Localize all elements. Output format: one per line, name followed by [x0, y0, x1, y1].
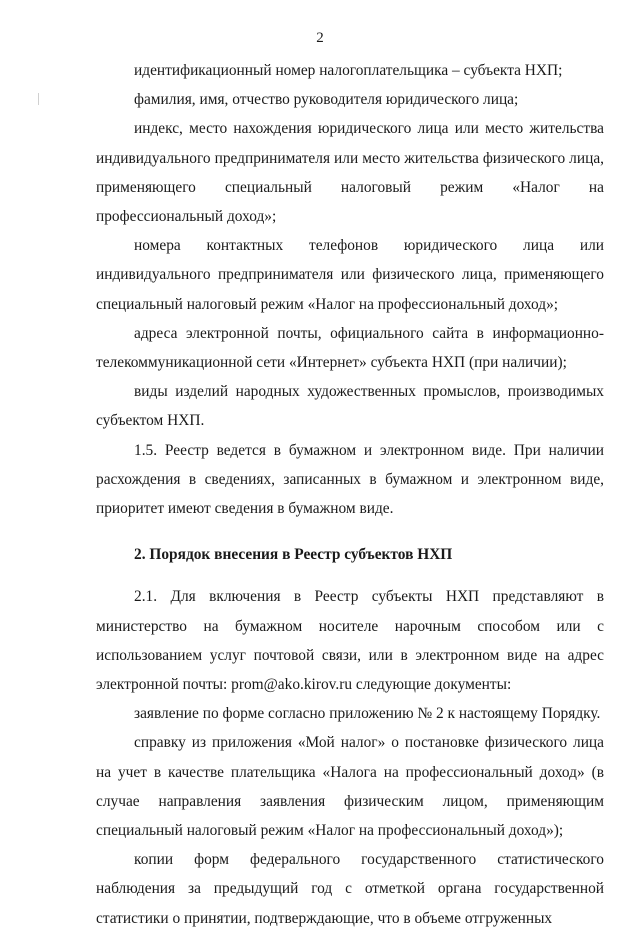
paragraph-application-form: заявление по форме согласно приложению № 2 к настоящему Порядку.: [134, 705, 601, 723]
paragraph-phone-numbers: номера контактных телефонов юридического лица или индивидуального предпринимателя или физического лица, применяющего специальный налоговый режим «Налог на профессиональный доход»;: [96, 237, 604, 313]
paragraph-address: индекс, место нахождения юридического лица или место жительства индивидуального предпринимателя или место жительства физического лица, применяющего специальный налоговый режим «Налог на профессиональный доход»;: [96, 120, 604, 226]
paragraph-product-types: виды изделий народных художественных промыслов, производимых субъектом НХП.: [96, 383, 604, 430]
document-body: [96, 56, 604, 933]
paragraph-1-5-registry-format: 1.5. Реестр ведется в бумажном и электронном виде. При наличии расхождения в сведениях, записанных в бумажном и электронном виде, приоритет имеют сведения в бумажном виде.: [96, 441, 604, 518]
paragraph-tax-certificate: справку из приложения «Мой налог» о постановке физического лица на учет в качестве плательщика «Налога на профессиональный доход» (в случае направления заявления физическим лицом, применяющим специальный налоговый режим «Налог на профессиональный доход»);: [96, 734, 604, 840]
paragraph-statistics-forms: копии форм федерального государственного статистического наблюдения за предыдущий год с отметкой органа государственной статистики о принятии, подтверждающие, что в объеме отгруженных: [96, 851, 604, 927]
page-number: 2: [316, 30, 324, 46]
scan-margin-mark: [38, 93, 39, 105]
paragraph-2-1-documents: 2.1. Для включения в Реестр субъекты НХП представляют в министерство на бумажном носителе нарочным способом или с использованием услуг почтовой связи, или в электронном виде на адрес электронной почты: prom@ako.kirov.ru следующие документы:: [96, 588, 604, 694]
paragraph-email-website: адреса электронной почты, официального сайта в информационно-телекоммуникационной сети «Интернет» субъекта НХП (при наличии);: [96, 324, 604, 372]
paragraph-director-name: фамилия, имя, отчество руководителя юридического лица;: [134, 91, 519, 109]
paragraph-taxpayer-id: идентификационный номер налогоплательщика – субъекта НХП;: [134, 62, 563, 79]
section-heading: 2. Порядок внесения в Реестр субъектов НХП: [134, 546, 453, 564]
